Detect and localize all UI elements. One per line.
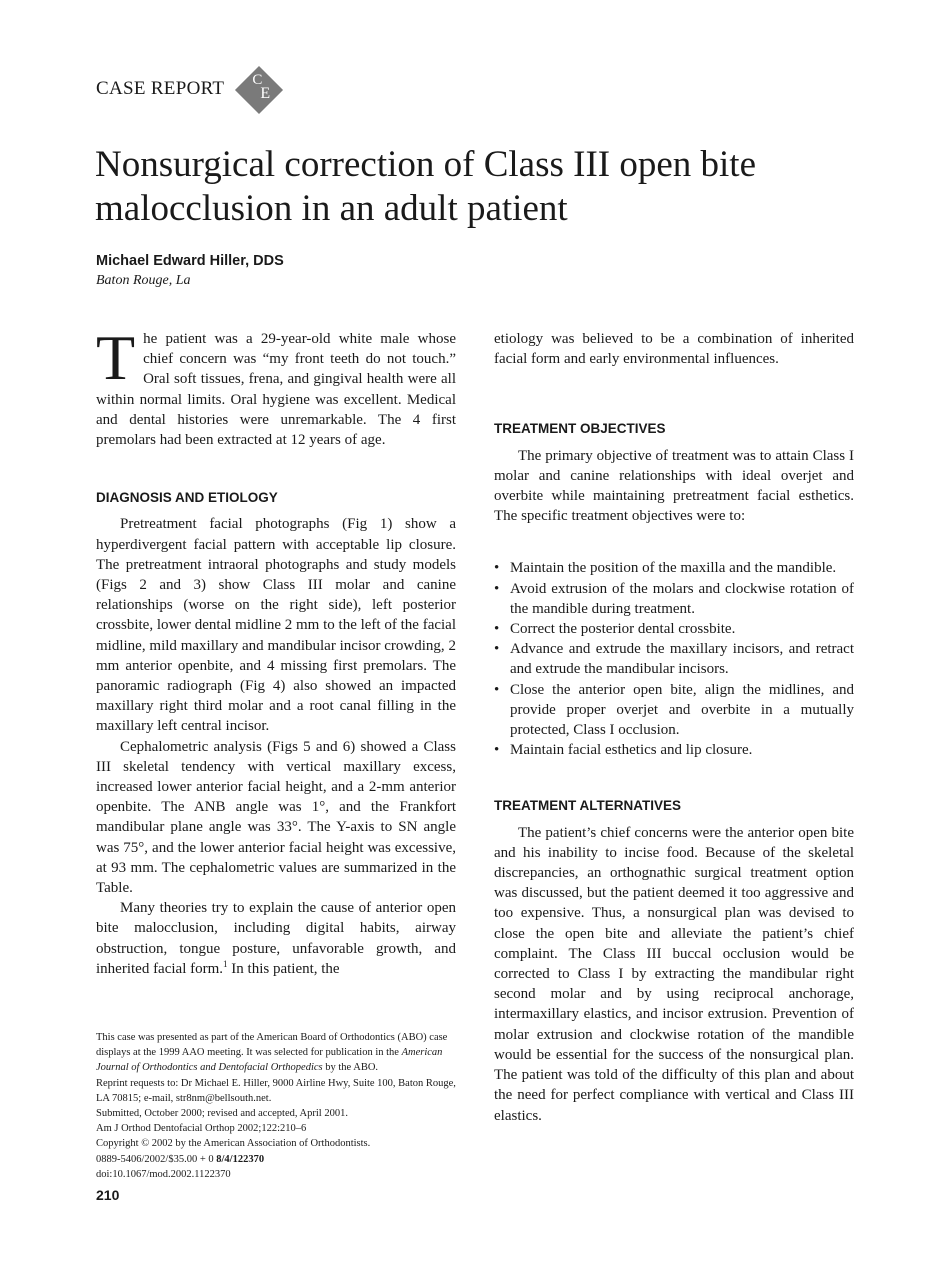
- diagnosis-paragraph-1: Pretreatment facial photographs (Fig 1) show a hyperdivergent facial pattern with acceptable lip closure. The pretreatment intraoral photographs and study models (Figs 2 and 3) show Class III molar and canine relationships (worse on the right side), left posterior crossbite, lower dental midline 2 mm to the left of the facial midline, mild maxillary and mandibular incisor crowding, 2 mm anterior openbite, and 4 missing first premolars. The panoramic radiograph (Fig 4) also showed an impacted maxillary right third molar and a root canal filling in the maxillary left central incisor.: [96, 516, 456, 735]
- right-column: [494, 329, 854, 1126]
- list-item: • Avoid extrusion of the molars and clockwise rotation of the mandible during treatment.: [494, 579, 854, 619]
- article-title: Nonsurgical correction of Class III open bite malocclusion in an adult patient: [95, 144, 757, 229]
- intro-paragraph: [96, 322, 456, 450]
- footnote-presentation: [96, 1030, 456, 1076]
- alternatives-heading: TREATMENT ALTERNATIVES: [494, 798, 681, 814]
- header: [96, 66, 284, 112]
- section-label: CASE REPORT: [96, 78, 225, 99]
- drop-cap: T: [96, 322, 136, 393]
- citation-marker: 1: [223, 958, 228, 969]
- author-name: Michael Edward Hiller, DDS: [96, 253, 284, 269]
- footnote-reprint: Reprint requests to: Dr Michael E. Hiller, 9000 Airline Hwy, Suite 100, Baton Rouge, LA 70815; e-mail, str8nm@bellsouth.net.: [96, 1077, 456, 1104]
- list-item: • Correct the posterior dental crossbite.: [494, 619, 854, 639]
- list-item: • Close the anterior open bite, align the midlines, and provide proper overjet and overbite in a mutually protected, Class I occlusion.: [494, 680, 854, 741]
- list-item: • Maintain the position of the maxilla and the mandible.: [494, 558, 854, 578]
- footnote-issn: [96, 1152, 456, 1167]
- etiology-continued: etiology was believed to be a combination of inherited facial form and early environmental influences.: [494, 331, 854, 368]
- footnote-submitted: Submitted, October 2000; revised and accepted, April 2001.: [96, 1108, 348, 1120]
- journal-name: American Journal of Orthodontics and Dentofacial Orthopedics: [96, 1047, 443, 1074]
- diagnosis-paragraph-3-end: In this patient, the: [227, 960, 340, 977]
- objectives-list: [494, 558, 854, 760]
- diagnosis-paragraph-2: Cephalometric analysis (Figs 5 and 6) showed a Class III skeletal tendency with vertical maxillary excess, increased lower anterior facial height, and a 2-mm anterior openbite. The ANB angle was 1°, and the Frankfort mandibular plane angle was 33°. The Y-axis to SN angle was 75°, and the lower anterior facial height was excessive, at 93 mm. The cephalometric values are summarized in the Table.: [96, 738, 456, 897]
- footnote-issn-text: 0889-5406/2002/$35.00 + 0: [96, 1153, 217, 1165]
- list-item: • Maintain facial esthetics and lip closure.: [494, 740, 854, 760]
- intro-text: he patient was a 29-year-old white male whose chief concern was “my front teeth do not touch.” Oral soft tissues, frena, and gingival health were all within normal limits. Oral hygiene was excellent. Medical and dental histories were unremarkable. The 4 first premolars had been extracted at 12 years of age.: [96, 331, 456, 449]
- footnote: [96, 1030, 456, 1182]
- diagnosis-heading: DIAGNOSIS AND ETIOLOGY: [96, 490, 278, 506]
- footnote-presentation-text: This case was presented as part of the American Board of Orthodontics (ABO) case displays at the 1999 AAO meeting. It was selected for publication in the: [96, 1032, 448, 1059]
- left-column: [96, 322, 456, 979]
- alternatives-paragraph: The patient’s chief concerns were the anterior open bite and his inability to incise food. Because of the skeletal discrepancies, an orthognathic surgical treatment option was discussed, but the patient deemed it too aggressive and too expensive. Thus, a nonsurgical plan was devised to close the open bite and alleviate the patient’s chief complaint. The Class III buccal occlusion would be corrected to Class I by extracting the mandibular right second molar and by using reciprocal anchorage, intermaxillary elastics, and incisor extrusion. Prevention of molar extrusion and clockwise rotation of the mandible would be essential for the success of the nonsurgical plan. The patient was told of the difficulty of this plan and about the need for perfect compliance with vertical and Class III elastics.: [494, 824, 854, 1124]
- page-number: 210: [96, 1187, 120, 1203]
- objectives-paragraph: The primary objective of treatment was to attain Class I molar and canine relationships with ideal overjet and overbite while maintaining pretreatment facial esthetics. The specific treatment objectives were to:: [494, 447, 854, 525]
- diagnosis-paragraph-3: [96, 898, 456, 979]
- footnote-copyright: Copyright © 2002 by the American Association of Orthodontists.: [96, 1138, 371, 1150]
- footnote-issn-code: 8/4/122370: [216, 1153, 265, 1165]
- ce-logo-icon: [232, 63, 284, 115]
- footnote-doi: doi:10.1067/mod.2002.1122370: [96, 1168, 231, 1180]
- logo-letter-c: C: [252, 72, 263, 88]
- logo-letter-e: E: [260, 85, 271, 102]
- footnote-presentation-end: by the ABO.: [322, 1062, 379, 1074]
- footnote-citation: Am J Orthod Dentofacial Orthop 2002;122:210–6: [96, 1123, 307, 1135]
- objectives-heading: TREATMENT OBJECTIVES: [494, 421, 666, 437]
- list-item: • Advance and extrude the maxillary incisors, and retract and extrude the mandibular incisors.: [494, 639, 854, 679]
- author-affiliation: Baton Rouge, La: [96, 273, 191, 288]
- diagnosis-paragraph-3-text: Many theories try to explain the cause of anterior open bite malocclusion, including digital habits, airway obstruction, tongue posture, unfavorable growth, and inherited facial form.: [96, 900, 456, 977]
